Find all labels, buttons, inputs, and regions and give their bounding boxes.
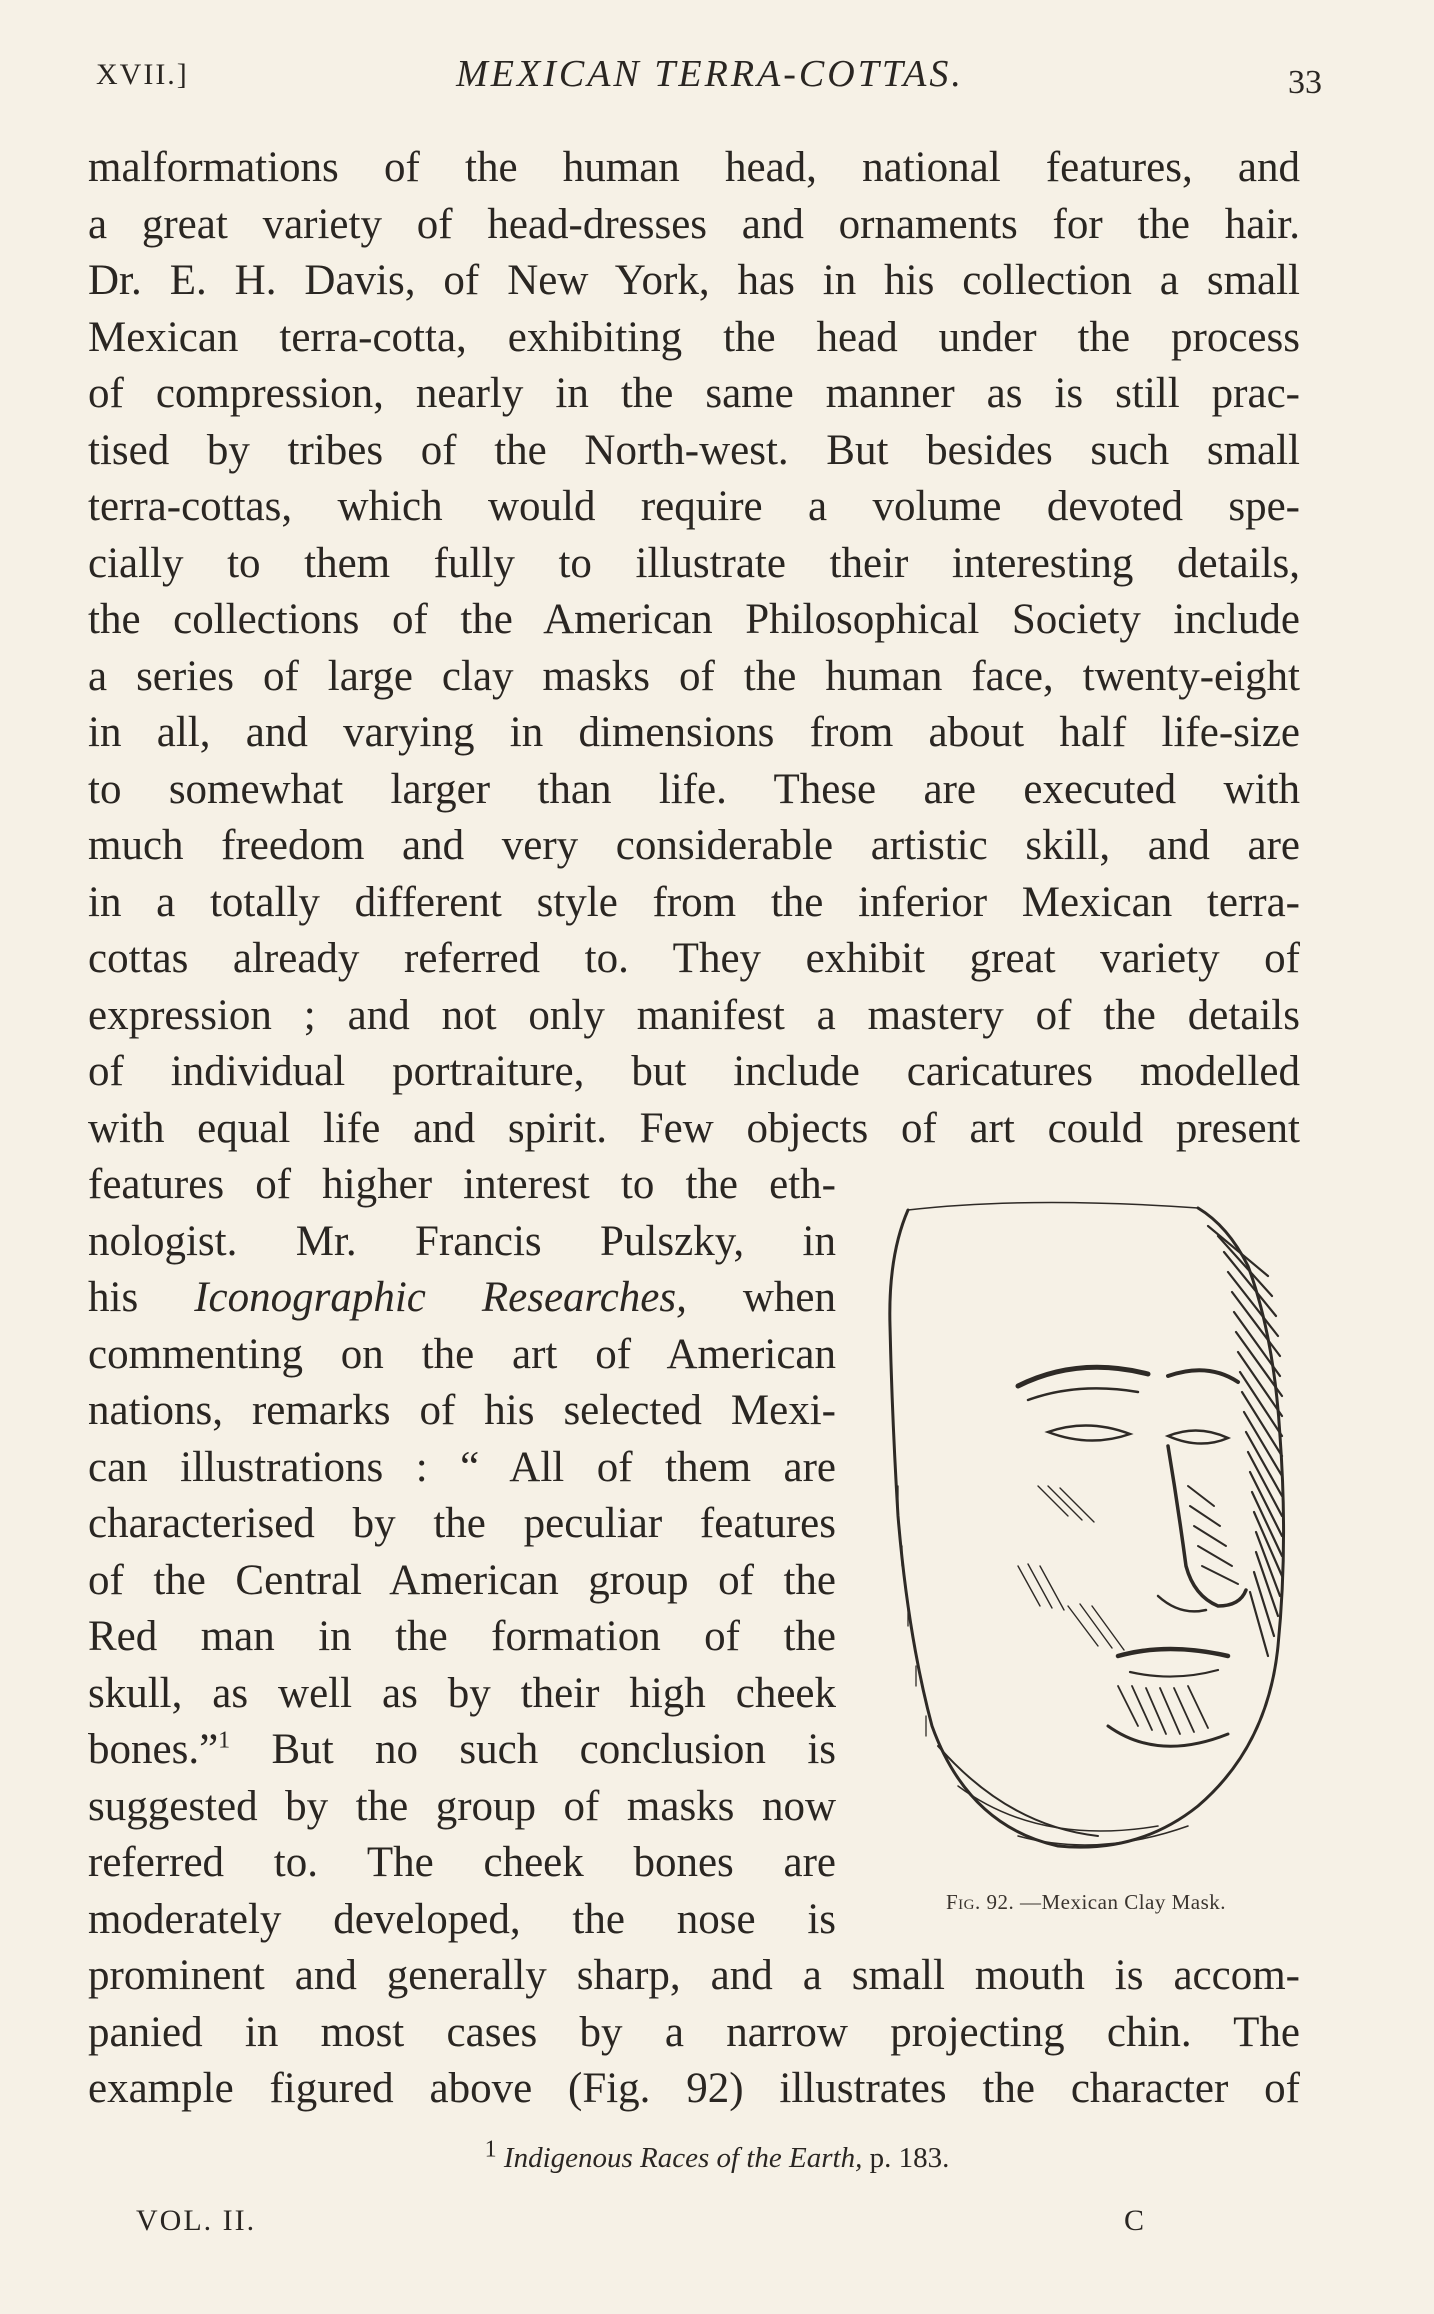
text-span: But no such conclusion is [271,1726,836,1773]
figure-label: Fig. 92. [945,1890,1015,1914]
text-line: panied in most cases by a narrow projecting chin. The [88,2008,1300,2056]
footnote-marker: 1 [484,2136,497,2163]
running-head [90,52,1330,112]
text-span: bones.” [88,1726,219,1773]
text-line: commenting on the art of American [88,1330,836,1378]
chapter-marker: XVII.] [96,58,189,91]
signature-mark: C [1123,2204,1146,2237]
figure-caption [868,1890,1304,1915]
footnote-reference: 1 [218,1727,231,1754]
text-line: moderately developed, the nose is [88,1895,836,1943]
text-line: with equal life and spirit. Few objects of art could present [88,1104,1300,1152]
text-line: cottas already referred to. They exhibit great variety of [88,935,1300,982]
book-title: Iconographic Researches, [194,1274,687,1321]
text-line: of compression, nearly in the same manner as is still prac- [88,370,1300,417]
text-line: can illustrations : “ All of them are [88,1443,836,1491]
text-line: nations, remarks of his selected Mexi- [88,1387,836,1434]
text-line: nologist. Mr. Francis Pulszky, in [88,1217,836,1265]
text-line: referred to. The cheek bones are [88,1839,836,1886]
text-line: to somewhat larger than life. These are executed with [88,765,1300,813]
text-line: suggested by the group of masks now [88,1782,836,1830]
clay-mask-engraving-icon [868,1186,1304,1876]
text-line: characterised by the peculiar features [88,1500,836,1547]
text-line: expression ; and not only manifest a mastery of the details [88,991,1300,1039]
figure-caption-text: —Mexican Clay Mask. [1019,1890,1227,1914]
text-line: Red man in the formation of the [88,1613,836,1660]
text-line: in a totally different style from the inferior Mexican terra- [88,878,1300,926]
text-line: skull, as well as by their high cheek [88,1669,836,1717]
footnote [0,2136,1434,2175]
text-line: tised by tribes of the North-west. But besides such small [88,426,1300,474]
text-span: his [88,1274,139,1321]
page-number: 33 [1288,64,1322,101]
text-line [88,1270,836,1327]
text-line: in all, and varying in dimensions from about half life-size [88,709,1300,756]
text-line: prominent and generally sharp, and a small mouth is accom- [88,1952,1300,1999]
text-line: features of higher interest to the eth- [88,1161,836,1208]
page-footer [136,2204,1146,2244]
text-line: Mexican terra-cotta, exhibiting the head under the process [88,313,1300,361]
text-line: of individual portraiture, but include caricatures modelled [88,1048,1300,1095]
text-line: example figured above (Fig. 92) illustrates the character of [88,2065,1300,2112]
text-line: Dr. E. H. Davis, of New York, has in his collection a small [88,257,1300,304]
volume-label: VOL. II. [136,2204,257,2237]
text-span: when [742,1274,837,1321]
text-line: cially to them fully to illustrate their interesting details, [88,539,1300,587]
footnote-source: Indigenous Races of the Earth, [503,2142,863,2174]
text-line: the collections of the American Philosophical Society include [88,596,1300,643]
text-line: a great variety of head-dresses and ornaments for the hair. [88,200,1300,248]
text-line [88,1722,836,1779]
text-line: much freedom and very considerable artistic skill, and are [88,822,1300,869]
text-line: terra-cottas, which would require a volume devoted spe- [88,483,1300,530]
footnote-page: p. 183. [869,2142,950,2174]
text-line: a series of large clay masks of the human face, twenty-eight [88,652,1300,700]
text-line: malformations of the human head, national features, and [88,144,1300,191]
running-title: MEXICAN TERRA-COTTAS. [456,53,964,95]
figure-92 [868,1186,1304,1914]
text-line: of the Central American group of the [88,1556,836,1604]
